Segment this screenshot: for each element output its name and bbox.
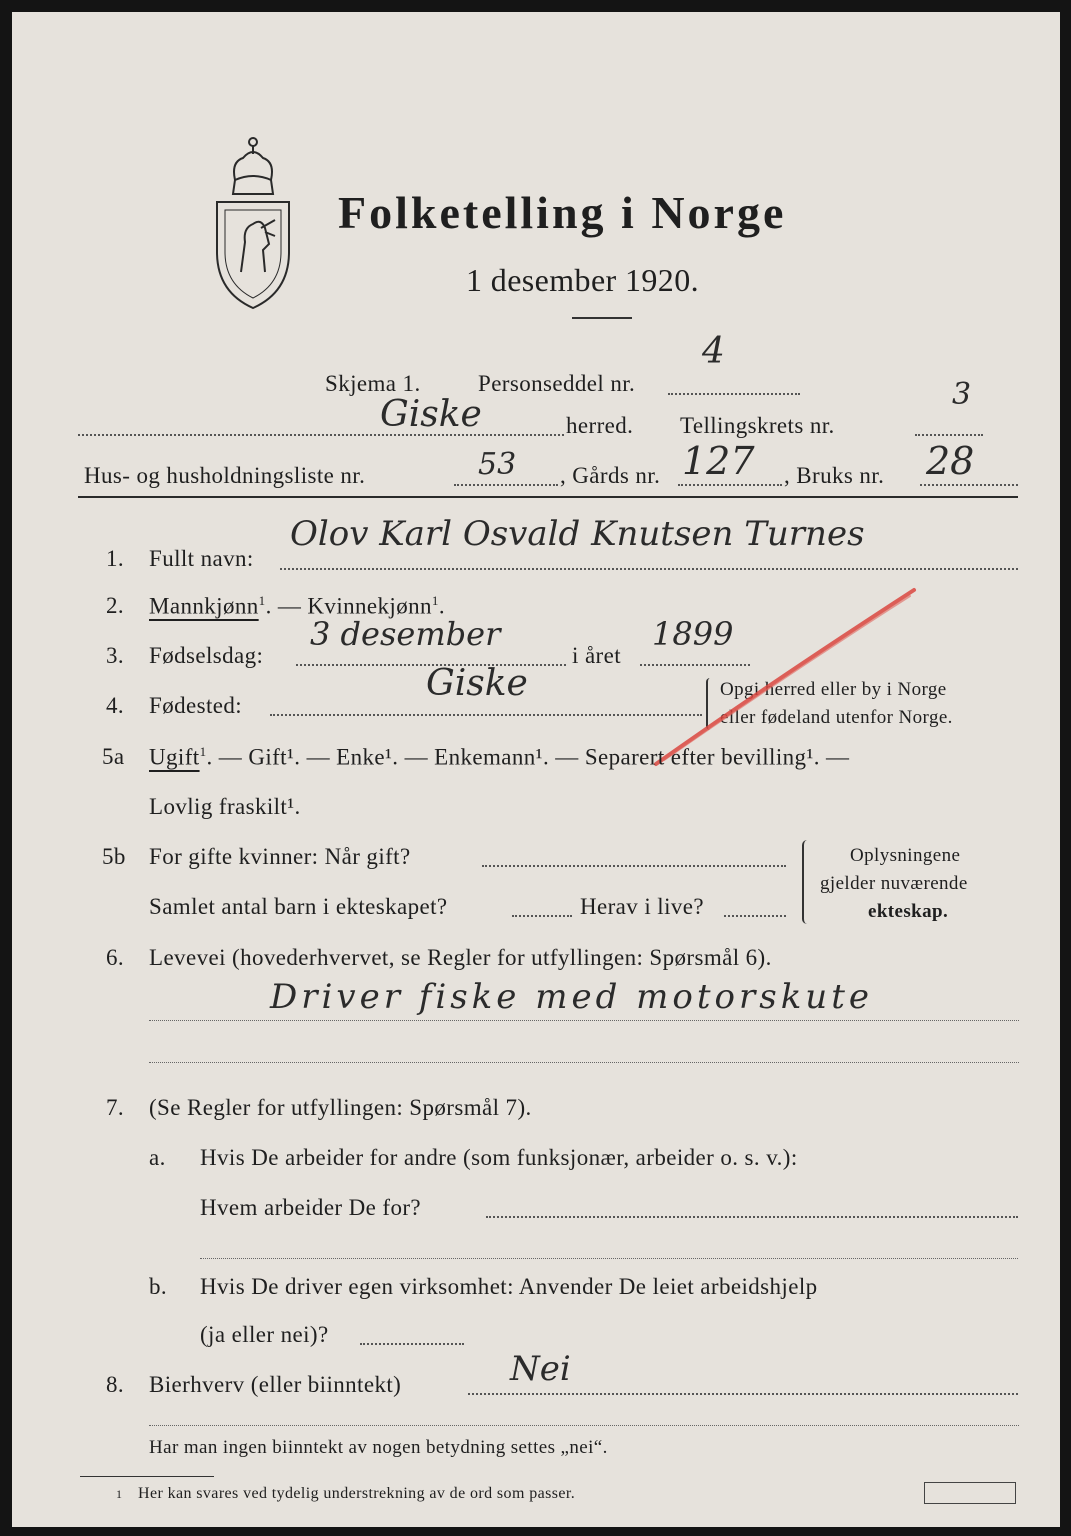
title-divider bbox=[572, 317, 632, 319]
q3-value: 3 desember bbox=[310, 615, 501, 653]
herred-label: herred. bbox=[566, 413, 634, 438]
q5b-line2 bbox=[512, 915, 572, 917]
tellingskrets-label: Tellingskrets nr. bbox=[680, 413, 835, 438]
q1-label: Fullt navn: bbox=[149, 546, 254, 571]
q2-number: 2. bbox=[106, 593, 125, 618]
census-form bbox=[12, 12, 1060, 1527]
gards-label: , Gårds nr. bbox=[560, 463, 661, 488]
q5b-line3 bbox=[724, 915, 786, 917]
q7a-question: Hvem arbeider De for? bbox=[200, 1195, 422, 1220]
census-date: 1 desember 1920. bbox=[466, 262, 700, 298]
footnote-rule bbox=[80, 1476, 214, 1477]
q7a-line2 bbox=[200, 1258, 1018, 1259]
bruks-value: 28 bbox=[926, 439, 975, 483]
q7-number: 7. bbox=[106, 1095, 125, 1120]
q2-separator: . — bbox=[265, 593, 308, 619]
q4-line bbox=[270, 714, 702, 716]
q6-number: 6. bbox=[106, 945, 125, 970]
printer-stamp bbox=[924, 1482, 1016, 1504]
q2-options: Mannkjønn$^1$. — Kvinnekjønn$^1$. bbox=[149, 593, 445, 619]
q8-label: Bierhverv (eller biinntekt) bbox=[149, 1372, 402, 1397]
q8-value: Nei bbox=[510, 1349, 571, 1389]
q5b-line1 bbox=[482, 865, 786, 867]
q2-mannkjonn: Mannkjønn bbox=[149, 593, 259, 619]
q5b-label2: Samlet antal barn i ekteskapet? bbox=[149, 894, 448, 919]
q4-note-line2: eller fødeland utenfor Norge. bbox=[720, 707, 953, 728]
q7b-text: Hvis De driver egen virksomhet: Anvender De leiet arbeidshjelp bbox=[200, 1274, 818, 1299]
q8-line bbox=[468, 1393, 1018, 1395]
q4-value: Giske bbox=[426, 663, 528, 704]
q7a-text: Hvis De arbeider for andre (som funksjonær, arbeider o. s. v.): bbox=[200, 1145, 798, 1170]
bruks-line bbox=[920, 484, 1018, 486]
q1-number: 1. bbox=[106, 546, 125, 571]
header-rule bbox=[78, 496, 1018, 498]
coat-of-arms-icon bbox=[205, 132, 301, 310]
footnote-number: 1 bbox=[116, 1487, 123, 1501]
q5b-note-brace bbox=[802, 840, 812, 924]
bruks-label: , Bruks nr. bbox=[784, 463, 885, 488]
tellingskrets-value: 3 bbox=[952, 377, 972, 412]
q2-kvinnekjonn: Kvinnekjønn bbox=[307, 593, 432, 619]
q4-number: 4. bbox=[106, 693, 125, 718]
q8-line2 bbox=[149, 1425, 1019, 1426]
q6-line2 bbox=[149, 1062, 1019, 1063]
q3-year-value: 1899 bbox=[652, 615, 734, 653]
q8-number: 8. bbox=[106, 1372, 125, 1397]
q1-value: Olov Karl Osvald Knutsen Turnes bbox=[290, 514, 865, 554]
q4-label: Fødested: bbox=[149, 693, 243, 718]
q3-number: 3. bbox=[106, 643, 125, 668]
q2-end: . bbox=[438, 593, 445, 619]
q7-label: (Se Regler for utfyllingen: Spørsmål 7). bbox=[149, 1095, 532, 1120]
hus-label: Hus- og husholdningsliste nr. bbox=[84, 463, 366, 488]
hus-line bbox=[454, 484, 558, 486]
q7b-question: (ja eller nei)? bbox=[200, 1322, 329, 1347]
q5a-ugift: Ugift bbox=[149, 744, 200, 770]
q7a-letter: a. bbox=[149, 1145, 166, 1170]
personseddel-label: Personseddel nr. bbox=[478, 371, 636, 396]
q5a-number: 5a bbox=[102, 744, 125, 769]
q5a-rest: . — Gift¹. — Enke¹. — Enkemann¹. — Separert efter bevilling¹. — bbox=[206, 744, 850, 770]
q7b-line bbox=[360, 1343, 464, 1345]
q6-label: Levevei (hovederhvervet, se Regler for utfyllingen: Spørsmål 6). bbox=[149, 945, 772, 970]
q3-label: Fødselsdag: bbox=[149, 643, 264, 668]
q1-line bbox=[280, 568, 1018, 570]
q5b-note-line3: ekteskap. bbox=[868, 901, 949, 922]
q3-year-label: i året bbox=[572, 643, 622, 668]
hus-value: 53 bbox=[478, 447, 517, 482]
gards-value: 127 bbox=[682, 439, 755, 483]
q6-value: Driver fiske med motorskute bbox=[270, 977, 873, 1017]
q5b-note-line2: gjelder nuværende bbox=[820, 873, 968, 894]
q5b-note-line1: Oplysningene bbox=[850, 845, 961, 866]
q5a-options: Ugift$^1$. — Gift¹. — Enke¹. — Enkemann¹. — Separert efter bevilling¹. — bbox=[149, 744, 850, 770]
q5b-label3: Herav i live? bbox=[580, 894, 704, 919]
herred-value: Giske bbox=[380, 394, 482, 435]
tellingskrets-line bbox=[915, 434, 983, 436]
personseddel-value: 4 bbox=[702, 331, 725, 372]
footnote-text: Her kan svares ved tydelig understrekning av de ord som passer. bbox=[138, 1485, 576, 1502]
q7a-line bbox=[486, 1216, 1018, 1218]
red-pencil-mark bbox=[652, 582, 922, 772]
footer-note: Har man ingen biinntekt av nogen betydning settes „nei“. bbox=[149, 1437, 608, 1458]
q4-note-line1: Opgi herred eller by i Norge bbox=[720, 679, 947, 700]
q5b-number: 5b bbox=[102, 844, 126, 869]
q7b-letter: b. bbox=[149, 1274, 168, 1299]
q5a-line2: Lovlig fraskilt¹. bbox=[149, 794, 301, 819]
herred-line bbox=[78, 434, 564, 436]
form-title: Folketelling i Norge bbox=[338, 187, 787, 238]
q6-line1 bbox=[149, 1020, 1019, 1021]
q5b-label1: For gifte kvinner: Når gift? bbox=[149, 844, 411, 869]
gards-line bbox=[678, 484, 782, 486]
personseddel-line bbox=[668, 393, 800, 395]
skjema-label: Skjema 1. bbox=[325, 371, 421, 396]
